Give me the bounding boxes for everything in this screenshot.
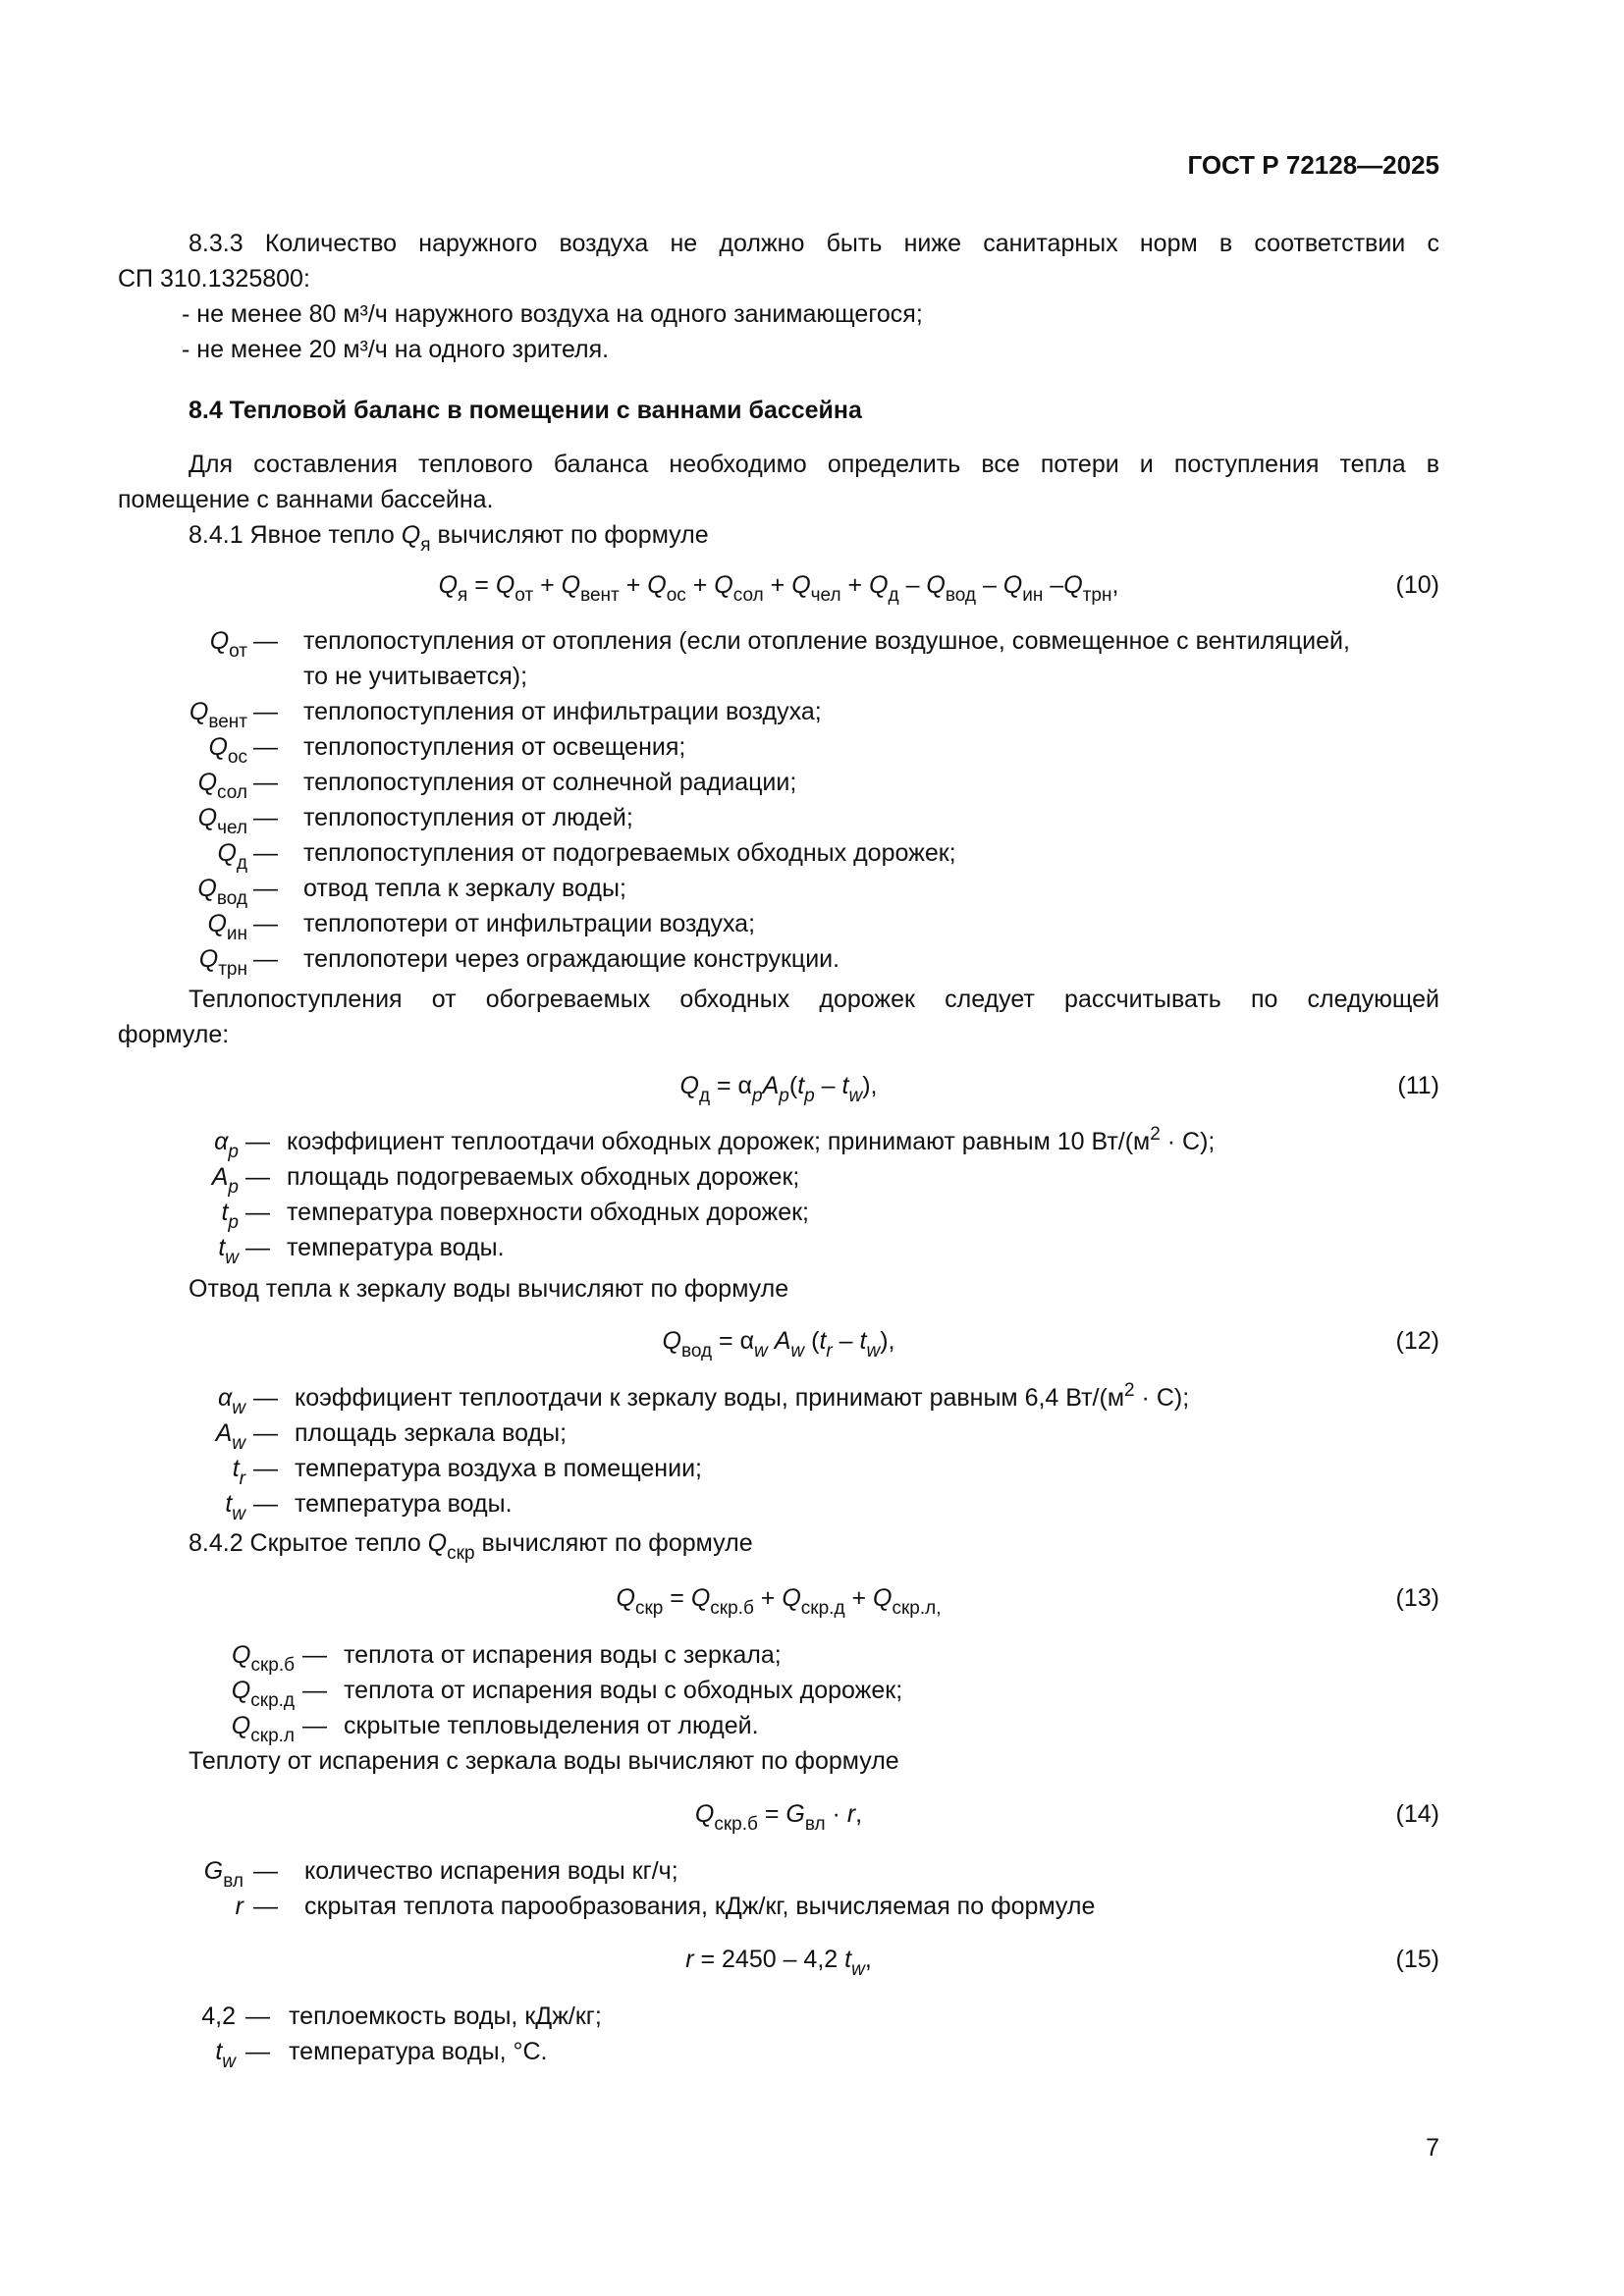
definition-text: скрытые тепловыделения от людей. [344, 1712, 759, 1739]
definition-row [118, 2034, 1439, 2072]
section-heading: 8.4 Тепловой баланс в помещении с ваннами бассейна [189, 397, 862, 424]
definition-text: теплота от испарения воды с зеркала; [344, 1641, 782, 1669]
formula-subscript: вент [580, 585, 620, 606]
formula-expression: $Q_я = Q_{от} + Q_{вент} + Q_{ос} + Q_{сол} + Q_{чел} + Q_д - Q_{вод} - Q_{ин}$ $-Q_{трн}$, [438, 571, 1119, 606]
formula-number: (10) [1395, 571, 1439, 599]
definition-row [118, 659, 1439, 694]
definition-term: $Q_{вод}$ [197, 875, 247, 909]
definition-term: r [235, 1893, 244, 1920]
formula-variable: Q [694, 1800, 715, 1828]
formula-variable: r [846, 1800, 856, 1828]
definition-dash: — [253, 769, 278, 796]
definition-dash: — [245, 1163, 270, 1191]
formula-variable: Q [647, 571, 667, 599]
definition-row [118, 1853, 1439, 1892]
formula-subscript: я [458, 585, 468, 606]
definition-row [118, 1999, 1439, 2034]
definition-row [118, 729, 1439, 768]
list-item: - не менее 20 м³/ч на одного зрителя. [182, 336, 610, 363]
definition-text: теплопотери от инфильтрации воздуха; [303, 910, 756, 937]
definition-dash: — [245, 1199, 270, 1226]
definition-text: коэффициент теплоотдачи к зеркалу воды, принимают равным 6,4 $Вт/(м^2 \cdot C)$; [295, 1380, 1190, 1412]
definition-row [118, 1451, 1439, 1489]
definition-term: $A_p$ [211, 1163, 239, 1198]
definition-dash: — [253, 1384, 278, 1412]
paragraph-8-4-2: 8.4.2 Скрытое тепло $Q_{скр}$ вычисляют по формуле [189, 1529, 753, 1564]
definition-text: теплопоступления от отопления (если отопление воздушное, совмещенное с вентиляцией, [303, 627, 1350, 655]
definition-text: количество испарения воды кг/ч; [304, 1857, 678, 1885]
formula-subscript: w [866, 1341, 881, 1362]
walkway-paragraph-line2: формуле: [118, 1021, 230, 1048]
formula-variable: Q [662, 1327, 681, 1355]
definition-term: $Q_{сол}$ [197, 769, 247, 803]
definition-term: $t_w$ [225, 1490, 245, 1524]
document-page [118, 0, 1439, 2296]
evaporation-paragraph: Теплоту от испарения с зеркала воды вычисляют по формуле [189, 1747, 899, 1775]
formula-subscript: w [851, 1959, 865, 1980]
intro-line1: Для составления теплового баланса необходимо определить все потери и поступления тепла в [189, 451, 1439, 478]
formula-14 [118, 1796, 1439, 1835]
definition-term: $Q_{ин}$ [207, 910, 247, 944]
definition-dash: — [253, 839, 278, 867]
definition-row [118, 1486, 1439, 1522]
mirror-paragraph: Отвод тепла к зеркалу воды вычисляют по формуле [189, 1275, 789, 1303]
formula-15 [118, 1942, 1439, 1980]
definition-dash: — [253, 945, 278, 973]
definition-term: $t_w$ [218, 1234, 239, 1268]
intro-line2: помещение с ваннами бассейна. [118, 486, 494, 513]
definition-text: температура воздуха в помещении; [295, 1455, 702, 1482]
formula-11 [118, 1068, 1439, 1106]
definition-text: скрытая теплота парообразования, кДж/кг, вычисляемая по формуле [304, 1893, 1096, 1920]
formula-subscript: сол [732, 585, 764, 606]
definition-text: теплопоступления от людей; [303, 804, 633, 831]
definition-row [118, 765, 1439, 803]
formula-variable: G [785, 1800, 805, 1828]
formula-variable: Q [616, 1584, 635, 1612]
formula-subscript: p [779, 1086, 789, 1106]
formula-variable: t [844, 1946, 852, 1973]
definition-term: $\alpha_p$ [214, 1128, 239, 1162]
list-item: - не менее 80 м³/ч наружного воздуха на одного занимающегося; [182, 300, 923, 328]
formula-variable: Q [679, 1072, 699, 1099]
definition-dash: — [253, 698, 278, 725]
definition-text: то не учитывается); [303, 663, 528, 690]
formula-variable: Q [869, 571, 889, 599]
definition-text: теплопоступления от инфильтрации воздуха; [303, 698, 822, 725]
formula-subscript: p [752, 1086, 763, 1106]
definition-text: отвод тепла к зеркалу воды; [303, 875, 626, 902]
formula-expression: $Q_{скр.б} = G_{вл} \cdot r$, [694, 1800, 863, 1835]
definition-dash: — [245, 2038, 270, 2065]
definition-text: коэффициент теплоотдачи обходных дорожек; принимают равным 10 $Вт/(м^2 \cdot C)$; [287, 1124, 1216, 1155]
formula-variable: A [762, 1072, 780, 1099]
paragraph-8-3-3-line1: 8.3.3 Количество наружного воздуха не должно быть ниже санитарных норм в соответствии с [189, 230, 1439, 257]
definition-row [118, 1159, 1439, 1198]
definition-text: теплоемкость воды, кДж/кг; [289, 2002, 602, 2030]
definition-term: $Q_{скр.д}$ [231, 1677, 295, 1711]
formula-subscript: вл [804, 1814, 826, 1835]
definition-row [118, 1230, 1439, 1268]
formula-13 [118, 1580, 1439, 1619]
formula-subscript: д [698, 1086, 711, 1106]
formula-number: (12) [1395, 1327, 1439, 1355]
page-number: 7 [1426, 2134, 1439, 2162]
definition-text: температура воды, °С. [289, 2038, 548, 2065]
formula-12 [118, 1323, 1439, 1362]
definition-dash: — [253, 1455, 278, 1482]
formula-variable: Q [791, 571, 811, 599]
definition-row [118, 1889, 1439, 1924]
formula-subscript: r [826, 1341, 833, 1362]
definition-row [118, 1673, 1439, 1711]
definition-row [118, 694, 1439, 732]
formula-number: (14) [1395, 1800, 1439, 1828]
definition-row [118, 835, 1439, 874]
formula-variable: t [797, 1072, 805, 1099]
definition-term: $G_{вл}$ [203, 1857, 244, 1892]
formula-number: (13) [1395, 1584, 1439, 1612]
formula-subscript: скр [634, 1598, 664, 1619]
definition-dash: — [245, 1234, 270, 1261]
definition-row [118, 1637, 1439, 1676]
definition-dash: — [253, 1419, 278, 1447]
definition-row [118, 800, 1439, 838]
definition-row [118, 906, 1439, 944]
definition-row [118, 623, 1439, 662]
formula-expression: $Q_д = \alpha_pA_p(t_p - t_w)$, [679, 1072, 878, 1106]
definition-dash: — [302, 1677, 327, 1704]
definition-term: $Q_{вент}$ [189, 698, 247, 732]
formula-variable: A [774, 1327, 791, 1355]
definition-row [118, 1195, 1439, 1233]
definition-text: площадь зеркала воды; [295, 1419, 568, 1447]
definition-text: теплопотери через ограждающие конструкции. [303, 945, 840, 973]
definition-term: $Q_{чел}$ [197, 804, 247, 838]
formula-subscript: д [888, 585, 899, 606]
formula-variable: Q [1002, 571, 1023, 599]
definition-row [118, 1380, 1439, 1418]
definition-text: температура воды. [287, 1234, 505, 1261]
formula-subscript: скр.б [714, 1814, 758, 1835]
definition-dash: — [253, 910, 278, 937]
formula-subscript: p [804, 1086, 815, 1106]
definition-row [118, 1124, 1439, 1162]
definition-term: $Q_{от}$ [209, 627, 247, 662]
formula-subscript: ос [666, 585, 686, 606]
definition-term: $Q_{скр.л}$ [231, 1712, 295, 1746]
formula-expression: $Q_{скр} = Q_{скр.б} + Q_{скр.д} + Q_{скр.л,}$ [616, 1584, 942, 1619]
walkway-paragraph-line1: Теплопоступления от обогреваемых обходных дорожек следует рассчитывать по следующей [189, 986, 1439, 1013]
formula-subscript: от [514, 585, 534, 606]
formula-variable: Q [690, 1584, 711, 1612]
definition-text: температура воды. [295, 1490, 513, 1518]
formula-variable: Q [561, 571, 581, 599]
definition-row [118, 1708, 1439, 1746]
definition-term: $Q_д$ [217, 839, 247, 874]
formula-subscript: скр.д [800, 1598, 845, 1619]
definition-dash: — [253, 733, 278, 761]
formula-10 [118, 567, 1439, 606]
definition-dash: — [302, 1641, 327, 1669]
formula-number: (15) [1395, 1946, 1439, 1973]
definition-dash: — [253, 1490, 278, 1518]
formula-subscript: скр.б [710, 1598, 754, 1619]
formula-subscript: w [848, 1086, 863, 1106]
formula-variable: Q [495, 571, 515, 599]
formula-subscript: вод [945, 585, 976, 606]
definition-text: теплопоступления от подогреваемых обходных дорожек; [303, 839, 956, 867]
definition-dash: — [253, 804, 278, 831]
formula-subscript: чел [810, 585, 841, 606]
definition-text: теплота от испарения воды с обходных дорожек; [344, 1677, 903, 1704]
formula-variable: t [819, 1327, 827, 1355]
paragraph-8-4-1: 8.4.1 Явное тепло $Q_я$ вычисляют по формуле [189, 521, 709, 556]
definition-term: $t_w$ [215, 2038, 236, 2072]
formula-variable: Q [926, 571, 946, 599]
document-header: ГОСТ Р 72128—2025 [1187, 150, 1439, 180]
paragraph-8-3-3-line2: СП 310.1325800: [118, 265, 310, 293]
formula-subscript: w [754, 1341, 768, 1362]
definition-dash: — [253, 627, 278, 655]
formula-expression: r = 2450 – 4,2 $t_w$, [685, 1946, 872, 1980]
definition-term: $A_w$ [215, 1419, 245, 1454]
formula-subscript: вод [680, 1341, 713, 1362]
formula-variable: r [685, 1946, 694, 1973]
definition-row [118, 941, 1439, 980]
definition-term: $\alpha_w$ [218, 1384, 245, 1418]
definition-dash: — [253, 875, 278, 902]
definition-term: $Q_{трн}$ [198, 945, 247, 980]
definition-term: $Q_{скр.б}$ [232, 1641, 295, 1676]
formula-variable: Q [714, 571, 733, 599]
definition-term: $t_p$ [221, 1199, 239, 1233]
definition-text: теплопоступления от солнечной радиации; [303, 769, 797, 796]
definition-term: $Q_{ос}$ [208, 733, 247, 768]
definition-dash: — [302, 1712, 327, 1739]
definition-dash: — [253, 1893, 278, 1920]
formula-variable: t [841, 1072, 849, 1099]
definition-row [118, 871, 1439, 909]
formula-expression: $Q_{вод} = \alpha_w$ $A_w$ $(t_r - t_w)$, [662, 1327, 895, 1362]
formula-variable: Q [1063, 571, 1083, 599]
formula-number: (11) [1397, 1072, 1439, 1099]
definition-dash: — [253, 1857, 278, 1885]
formula-subscript: ин [1022, 585, 1044, 606]
definition-dash: — [245, 1128, 270, 1155]
formula-subscript: трн [1082, 585, 1112, 606]
definition-text: температура поверхности обходных дорожек; [287, 1199, 810, 1226]
formula-variable: Q [782, 1584, 801, 1612]
formula-subscript: скр.л, [892, 1598, 942, 1619]
formula-variable: Q [438, 571, 459, 599]
definition-term: 4,2 [201, 2002, 236, 2030]
formula-variable: Q [873, 1584, 893, 1612]
formula-variable: t [859, 1327, 867, 1355]
definition-text: площадь подогреваемых обходных дорожек; [287, 1163, 800, 1191]
formula-subscript: w [790, 1341, 805, 1362]
definition-text: теплопоступления от освещения; [303, 733, 686, 761]
definition-dash: — [245, 2002, 270, 2030]
definition-term: $t_r$ [232, 1455, 245, 1489]
definition-row [118, 1415, 1439, 1454]
